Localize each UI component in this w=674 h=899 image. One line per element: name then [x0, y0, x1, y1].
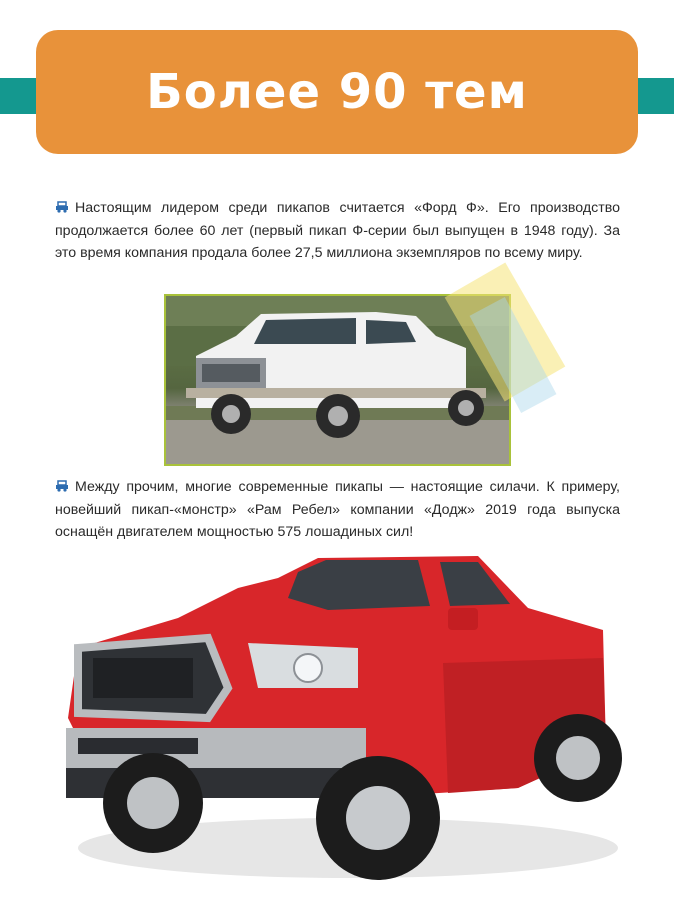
paragraph-ram	[55, 476, 620, 544]
paragraph-ford	[55, 197, 620, 265]
title-banner	[36, 30, 638, 154]
ram-rebel-photo	[58, 548, 624, 894]
red-pickup-illustration	[58, 548, 624, 894]
paragraph-text: Настоящим лидером среди пикапов считается «Форд Ф». Его производство продолжается более 60 лет (первый пикап Ф-серии был выпущен в 1948 году). За это время компания продала более 27,5 миллиона экземпляров по всему миру.	[55, 200, 620, 261]
pickup-truck-icon	[55, 480, 69, 492]
page-title: Более 90 тем	[146, 64, 528, 120]
paragraph-text: Между прочим, многие современные пикапы — настоящие силачи. К примеру, новейший пикап-«монстр» «Рам Ребел» компании «Додж» 2019 года выпуска оснащён двигателем мощностью 575 лошадиных сил!	[55, 479, 620, 540]
pickup-truck-icon	[55, 201, 69, 213]
